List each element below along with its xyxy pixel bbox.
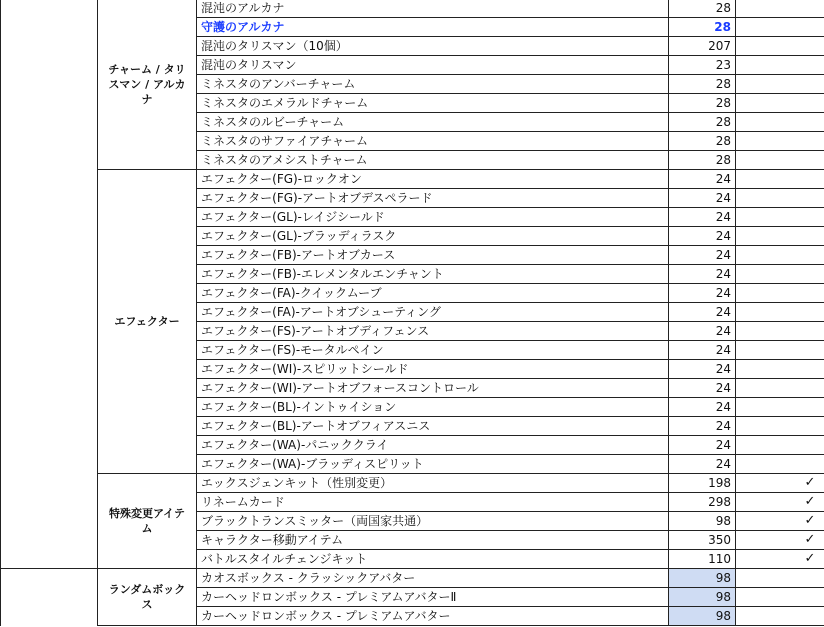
- item-value-cell: 207: [669, 37, 736, 56]
- item-name-cell: 守護のアルカナ: [197, 18, 669, 37]
- item-name-cell: エフェクター(FA)-クイックムーブ: [197, 284, 669, 303]
- item-name-cell: エフェクター(FS)-モータルペイン: [197, 341, 669, 360]
- item-value-cell: 98: [669, 569, 736, 588]
- check-cell: ✓: [736, 550, 824, 569]
- item-name-cell: エフェクター(FG)-ロックオン: [197, 170, 669, 189]
- item-value-cell: 24: [669, 398, 736, 417]
- item-name-cell: エフェクター(GL)-ブラッディラスク: [197, 227, 669, 246]
- item-value-cell: 198: [669, 474, 736, 493]
- item-value-cell: 24: [669, 246, 736, 265]
- item-value-cell: 28: [669, 151, 736, 170]
- section-cell: [1, 569, 98, 626]
- category-cell: エフェクター: [98, 170, 197, 474]
- item-value-cell: 23: [669, 56, 736, 75]
- item-value-cell: 24: [669, 341, 736, 360]
- item-value-cell: 28: [669, 0, 736, 18]
- item-value-cell: 98: [669, 588, 736, 607]
- item-value-cell: 24: [669, 379, 736, 398]
- item-name-cell: ミネスタのアンバーチャーム: [197, 75, 669, 94]
- item-row: [1, 569, 824, 588]
- item-row: [1, 474, 824, 493]
- section-cell: [1, 170, 98, 474]
- check-cell: [736, 151, 824, 170]
- item-value-cell: 24: [669, 322, 736, 341]
- item-name-cell: エフェクター(FS)-アートオブディフェンス: [197, 322, 669, 341]
- check-cell: ✓: [736, 531, 824, 550]
- item-value-cell: 24: [669, 284, 736, 303]
- item-name-cell: カーヘッドロンボックス - プレミアムアバター: [197, 607, 669, 626]
- item-value-cell: 24: [669, 436, 736, 455]
- check-cell: [736, 398, 824, 417]
- item-name-cell: ブラックトランスミッター（両国家共通）: [197, 512, 669, 531]
- check-cell: [736, 588, 824, 607]
- item-name-cell: ミネスタのルビーチャーム: [197, 113, 669, 132]
- check-cell: [736, 417, 824, 436]
- item-name-cell: 混沌のタリスマン: [197, 56, 669, 75]
- section-cell: [1, 474, 98, 569]
- item-name-cell: 混沌のタリスマン（10個）: [197, 37, 669, 56]
- check-cell: ✓: [736, 493, 824, 512]
- item-name-cell: エフェクター(WI)-アートオブフォースコントロール: [197, 379, 669, 398]
- item-name-cell: エフェクター(WA)-ブラッディスピリット: [197, 455, 669, 474]
- item-value-cell: 28: [669, 75, 736, 94]
- item-table-body: [1, 0, 824, 626]
- check-cell: [736, 18, 824, 37]
- check-cell: [736, 94, 824, 113]
- item-name-cell: エフェクター(WA)-パニッククライ: [197, 436, 669, 455]
- item-value-cell: 24: [669, 208, 736, 227]
- item-value-cell: 350: [669, 531, 736, 550]
- check-cell: [736, 284, 824, 303]
- item-value-cell: 24: [669, 360, 736, 379]
- check-cell: [736, 132, 824, 151]
- section-cell: [1, 0, 98, 170]
- item-name-cell: エフェクター(FA)-アートオブシューティング: [197, 303, 669, 322]
- item-name-cell: 混沌のアルカナ: [197, 0, 669, 18]
- item-value-cell: 24: [669, 227, 736, 246]
- item-value-cell: 298: [669, 493, 736, 512]
- item-name-cell: エックスジェンキット（性別変更）: [197, 474, 669, 493]
- check-cell: [736, 189, 824, 208]
- check-cell: [736, 360, 824, 379]
- check-cell: ✓: [736, 474, 824, 493]
- check-cell: [736, 607, 824, 626]
- item-name-cell: エフェクター(BL)-アートオブフィアスニス: [197, 417, 669, 436]
- check-cell: [736, 0, 824, 18]
- item-name-cell: リネームカード: [197, 493, 669, 512]
- check-cell: [736, 436, 824, 455]
- item-name-cell: カオスボックス - クラッシックアバター: [197, 569, 669, 588]
- item-name-cell: ミネスタのアメシストチャーム: [197, 151, 669, 170]
- item-name-cell: バトルスタイルチェンジキット: [197, 550, 669, 569]
- item-name-cell: エフェクター(WI)-スピリットシールド: [197, 360, 669, 379]
- check-cell: ✓: [736, 512, 824, 531]
- category-cell: ランダムボックス: [98, 569, 197, 626]
- item-name-cell: エフェクター(FB)-アートオブカース: [197, 246, 669, 265]
- check-cell: [736, 246, 824, 265]
- item-value-cell: 24: [669, 189, 736, 208]
- check-cell: [736, 265, 824, 284]
- item-value-cell: 98: [669, 512, 736, 531]
- item-name-cell: カーヘッドロンボックス - プレミアムアバターⅡ: [197, 588, 669, 607]
- item-value-cell: 24: [669, 303, 736, 322]
- category-cell: 特殊変更アイテム: [98, 474, 197, 569]
- item-name-cell: ミネスタのエメラルドチャーム: [197, 94, 669, 113]
- item-name-cell: ミネスタのサファイアチャーム: [197, 132, 669, 151]
- item-value-cell: 28: [669, 94, 736, 113]
- check-cell: [736, 322, 824, 341]
- item-name-cell: キャラクター移動アイテム: [197, 531, 669, 550]
- check-cell: [736, 227, 824, 246]
- item-value-cell: 98: [669, 607, 736, 626]
- check-cell: [736, 303, 824, 322]
- item-row: [1, 170, 824, 189]
- item-value-cell: 24: [669, 170, 736, 189]
- check-cell: [736, 170, 824, 189]
- item-value-cell: 28: [669, 132, 736, 151]
- item-name-cell: エフェクター(GL)-レイジシールド: [197, 208, 669, 227]
- item-value-cell: 110: [669, 550, 736, 569]
- check-cell: [736, 56, 824, 75]
- item-row: [1, 0, 824, 18]
- item-name-cell: エフェクター(FB)-エレメンタルエンチャント: [197, 265, 669, 284]
- check-cell: [736, 569, 824, 588]
- item-value-cell: 28: [669, 113, 736, 132]
- check-cell: [736, 208, 824, 227]
- item-value-cell: 24: [669, 455, 736, 474]
- item-name-cell: エフェクター(FG)-アートオブデスペラード: [197, 189, 669, 208]
- check-cell: [736, 341, 824, 360]
- check-cell: [736, 455, 824, 474]
- check-cell: [736, 379, 824, 398]
- check-cell: [736, 37, 824, 56]
- item-value-cell: 28: [669, 18, 736, 37]
- item-value-cell: 24: [669, 417, 736, 436]
- item-value-cell: 24: [669, 265, 736, 284]
- check-cell: [736, 113, 824, 132]
- category-cell: チャーム / タリスマン / アルカナ: [98, 0, 197, 170]
- check-cell: [736, 75, 824, 94]
- item-name-cell: エフェクター(BL)-イントゥイション: [197, 398, 669, 417]
